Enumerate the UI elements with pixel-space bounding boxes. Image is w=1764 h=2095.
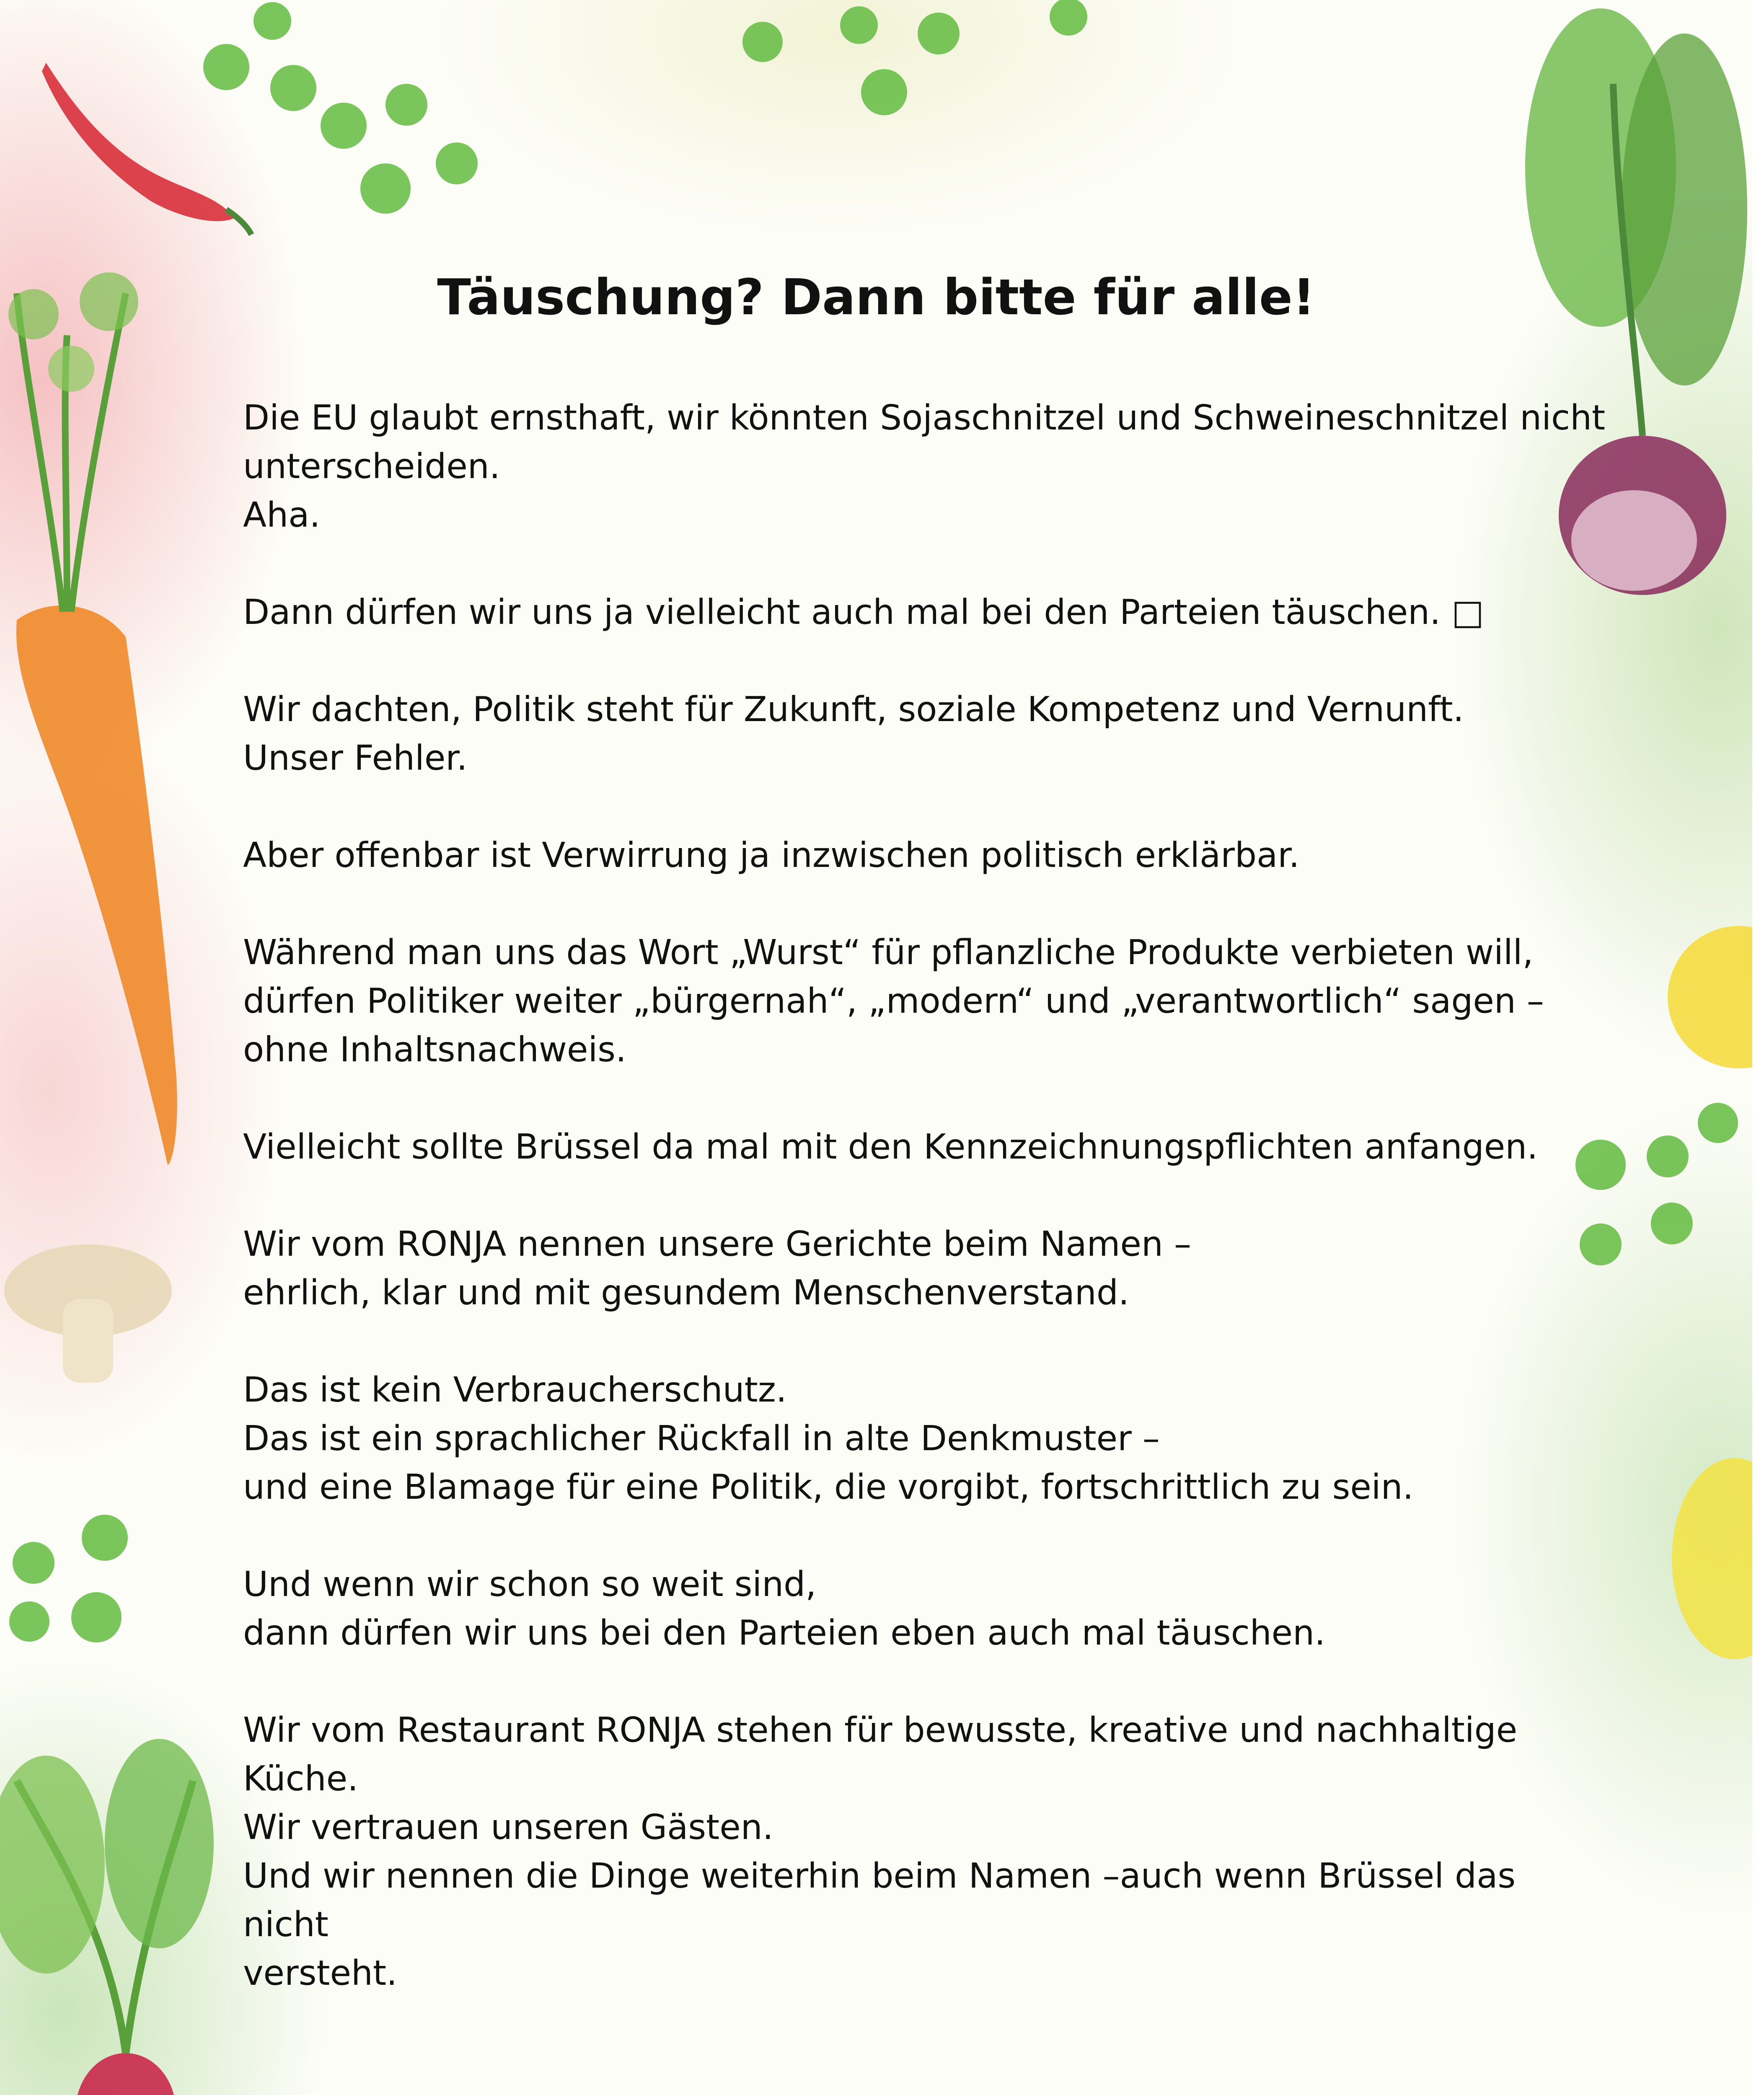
- text-line: dann dürfen wir uns bei den Parteien eben auch mal täuschen.: [243, 1613, 1326, 1653]
- paragraph: [243, 1706, 1609, 1998]
- text-line: dürfen Politiker weiter „bürgernah“, „modern“ und „verantwortlich“ sagen –: [243, 981, 1544, 1021]
- paragraph: [243, 685, 1609, 783]
- text-line: Und wenn wir schon so weit sind,: [243, 1565, 817, 1604]
- text-line: Das ist ein sprachlicher Rückfall in alte Denkmuster –: [243, 1419, 1160, 1459]
- paragraph: [243, 1366, 1609, 1512]
- text-line: ehrlich, klar und mit gesundem Menschenverstand.: [243, 1273, 1129, 1313]
- text-line: Wir vertrauen unseren Gästen.: [243, 1808, 773, 1847]
- text-line: Wir vom RONJA nennen unsere Gerichte beim Namen –: [243, 1224, 1192, 1264]
- text-line: Unser Fehler.: [243, 738, 468, 778]
- paragraph: [243, 1123, 1609, 1172]
- text-line: ohne Inhaltsnachweis.: [243, 1030, 627, 1070]
- text-line: Und wir nennen die Dinge weiterhin beim Namen –auch wenn Brüssel das nicht: [243, 1856, 1516, 1945]
- lemon-illustration: [1668, 926, 1752, 1659]
- beetroot-illustration: [0, 1739, 214, 2095]
- page-margin-right: [1752, 0, 1764, 2095]
- text-line: Die EU glaubt ernsthaft, wir könnten Sojaschnitzel und Schweineschnitzel nicht: [243, 398, 1606, 438]
- paragraph: [243, 929, 1609, 1074]
- text-line: versteht.: [243, 1953, 398, 1993]
- text-line: und eine Blamage für eine Politik, die vorgibt, fortschrittlich zu sein.: [243, 1467, 1414, 1507]
- text-line: Während man uns das Wort „Wurst“ für pflanzliche Produkte verbieten will,: [243, 933, 1534, 972]
- text-line: Dann dürfen wir uns ja vielleicht auch mal bei den Parteien täuschen. □: [243, 592, 1484, 632]
- paragraph: [243, 1220, 1609, 1317]
- text-line: unterscheiden.: [243, 447, 500, 486]
- text-line: Vielleicht sollte Brüssel da mal mit den Kennzeichnungspflichten anfangen.: [243, 1127, 1538, 1167]
- page-title: Täuschung? Dann bitte für alle!: [437, 268, 1315, 326]
- letter-body: [243, 394, 1609, 2046]
- paragraph: [243, 831, 1609, 880]
- text-line: Wir vom Restaurant RONJA stehen für bewusste, kreative und nachhaltige Küche.: [243, 1710, 1518, 1799]
- paragraph: [243, 1560, 1609, 1658]
- text-line: Wir dachten, Politik steht für Zukunft, soziale Kompetenz und Vernunft.: [243, 690, 1464, 729]
- text-line: Das ist kein Verbraucherschutz.: [243, 1370, 787, 1410]
- mushroom-illustration: [4, 1244, 172, 1383]
- paragraph: [243, 394, 1609, 540]
- paragraph: [243, 588, 1609, 637]
- carrot-illustration: [8, 272, 177, 1165]
- text-line: Aha.: [243, 495, 321, 535]
- text-line: Aber offenbar ist Verwirrung ja inzwischen politisch erklärbar.: [243, 835, 1300, 875]
